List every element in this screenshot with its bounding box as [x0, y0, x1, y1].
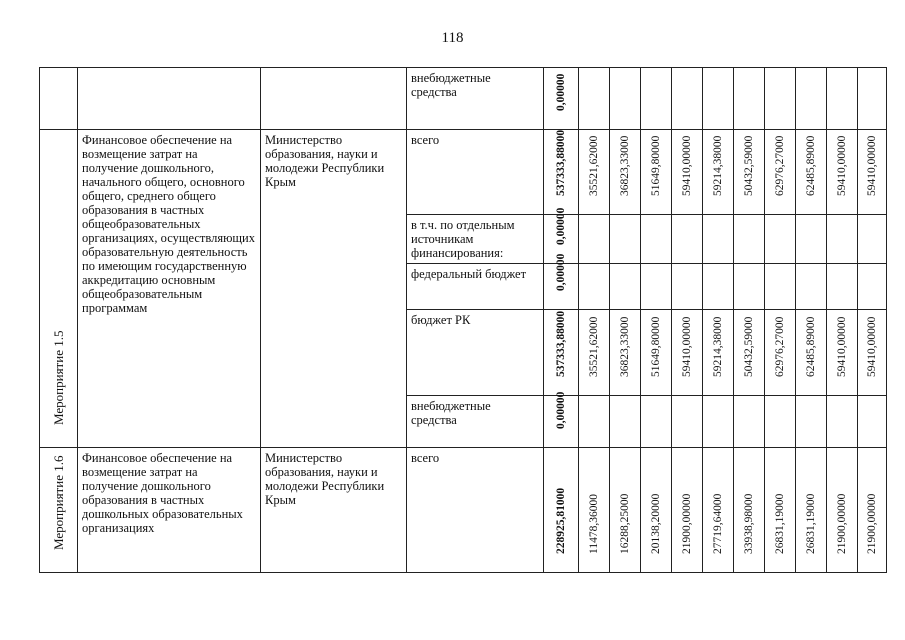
value-cell: 59410,00000 — [858, 130, 887, 215]
value-cell: 27719,64000 — [703, 448, 734, 573]
value-cell: 59410,00000 — [827, 130, 858, 215]
value-cell: 26831,19000 — [765, 448, 796, 573]
total-cell: 0,00000 — [544, 215, 579, 264]
value-cell: 59410,00000 — [672, 310, 703, 396]
table-row — [40, 68, 887, 130]
value-cell: 50432,59000 — [734, 130, 765, 215]
funding-source: федеральный бюджет — [407, 264, 544, 310]
value-cell: 59214,38000 — [703, 130, 734, 215]
value-cell: 26831,19000 — [796, 448, 827, 573]
total-cell: 0,00000 — [544, 68, 579, 130]
value-cell: 59214,38000 — [703, 310, 734, 396]
value-cell: 20138,20000 — [641, 448, 672, 573]
total-cell: 537333,88000 — [544, 130, 579, 215]
budget-table — [39, 67, 887, 573]
value-cell: 59410,00000 — [672, 130, 703, 215]
value-cell: 35521,62000 — [579, 310, 610, 396]
total-cell: 0,00000 — [544, 264, 579, 310]
value-cell: 51649,80000 — [641, 130, 672, 215]
value-cell: 16288,25000 — [610, 448, 641, 573]
value-cell: 21900,00000 — [827, 448, 858, 573]
measure-executor: Министерство образования, науки и молодежи Республики Крым — [261, 448, 407, 573]
value-cell: 62485,89000 — [796, 310, 827, 396]
table-row — [40, 130, 887, 215]
value-cell: 36823,33000 — [610, 310, 641, 396]
funding-source: всего — [407, 448, 544, 573]
value-cell: 21900,00000 — [672, 448, 703, 573]
value-cell: 50432,59000 — [734, 310, 765, 396]
measure-label: Мероприятие 1.6 — [40, 448, 78, 573]
funding-source: внебюджетные средства — [407, 396, 544, 448]
funding-source: внебюджетные средства — [407, 68, 544, 130]
funding-source: бюджет РК — [407, 310, 544, 396]
value-cell: 36823,33000 — [610, 130, 641, 215]
value-cell: 51649,80000 — [641, 310, 672, 396]
value-cell: 62976,27000 — [765, 130, 796, 215]
measure-description: Финансовое обеспечение на возмещение затрат на получение дошкольного образования в частных дошкольных образовательных организациях — [78, 448, 261, 573]
funding-source: в т.ч. по отдельным источникам финансирования: — [407, 215, 544, 264]
value-cell: 21900,00000 — [858, 448, 887, 573]
value-cell: 62485,89000 — [796, 130, 827, 215]
value-cell: 33938,98000 — [734, 448, 765, 573]
measure-description: Финансовое обеспечение на возмещение затрат на получение дошкольного, начального общего, основного общего, среднего общего образования в частных общеобразовательных организациях, осуществляющих образовательную деятельность по имеющим государственную аккредитацию основным общеобразовательным программам — [78, 130, 261, 448]
funding-source: всего — [407, 130, 544, 215]
page-number: 118 — [441, 30, 464, 46]
table-row — [40, 448, 887, 573]
total-cell: 228925,81000 — [544, 448, 579, 573]
value-cell: 11478,36000 — [579, 448, 610, 573]
measure-executor: Министерство образования, науки и молодежи Республики Крым — [261, 130, 407, 448]
value-cell: 59410,00000 — [858, 310, 887, 396]
value-cell: 35521,62000 — [579, 130, 610, 215]
total-cell: 0,00000 — [544, 396, 579, 448]
measure-label: Мероприятие 1.5 — [40, 130, 78, 448]
value-cell: 62976,27000 — [765, 310, 796, 396]
total-cell: 537333,88000 — [544, 310, 579, 396]
value-cell: 59410,00000 — [827, 310, 858, 396]
